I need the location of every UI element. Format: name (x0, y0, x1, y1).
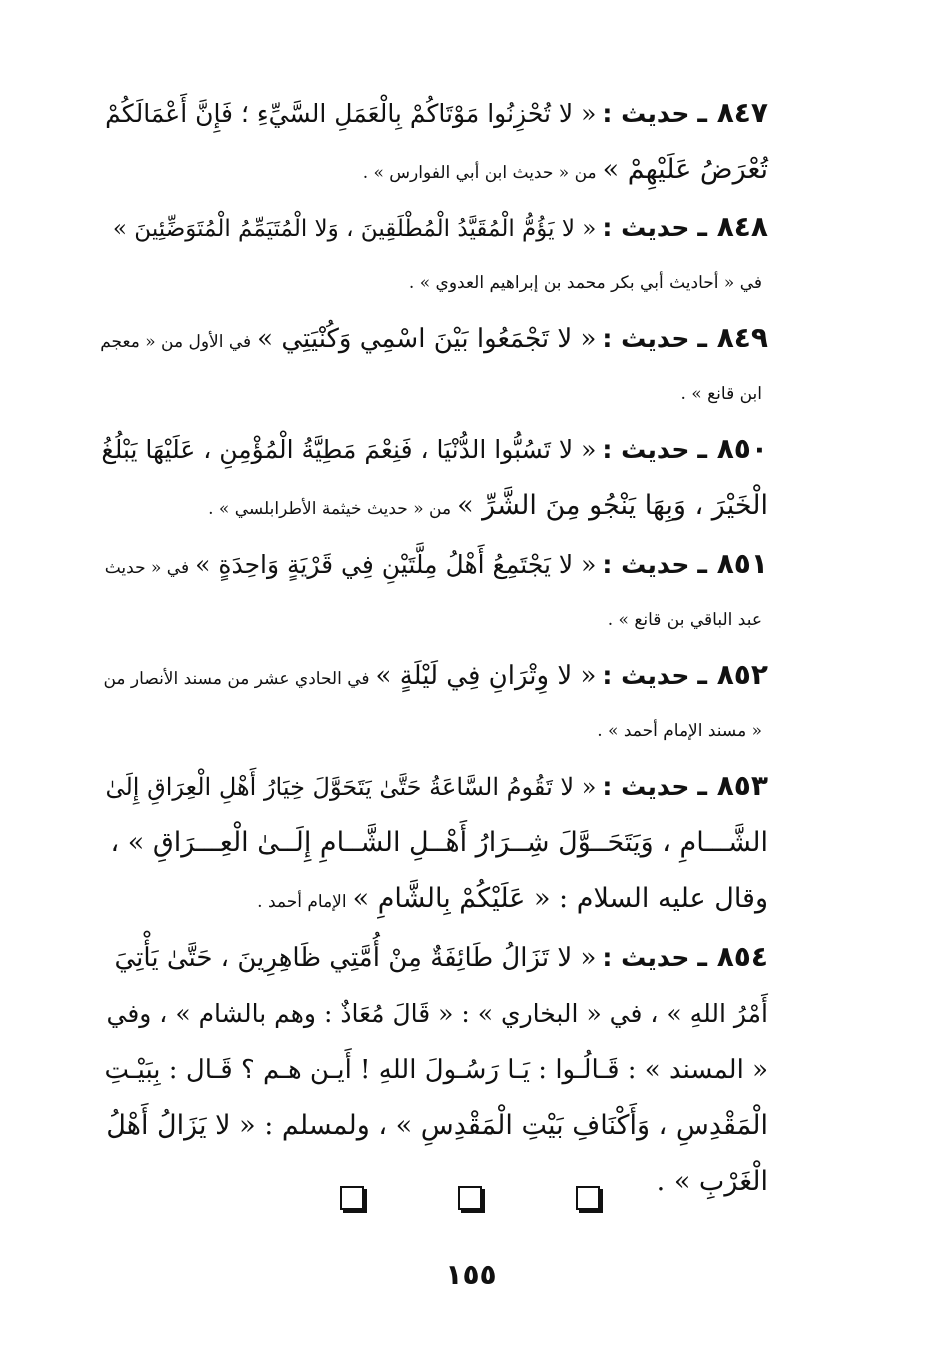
hadith-text: الْغَرْبِ » . (656, 1166, 768, 1197)
hadith-entry (100, 311, 768, 420)
entry-label: حديث : (602, 943, 690, 972)
hadith-text: « لا تَجْمَعُوا بَيْنَ اسْمِي وَكُنْيَتِي » (257, 324, 597, 354)
hadith-text: الشَّـــامِ ، وَيَتَحَــوَّلَ شِــرَارُ أَهْــلِ الشَّــامِ إِلَــىٰ الْعِـــرَاقِ » ، (110, 827, 768, 858)
entry-line (100, 594, 768, 646)
source-reference: في « أحاديث أبي بكر محمد بن إبراهيم العدوي » . (408, 273, 762, 293)
entry-line (100, 648, 768, 705)
entry-label: حديث : (602, 213, 690, 242)
hadith-entry (100, 648, 768, 757)
entry-line (100, 930, 768, 986)
hadith-entry (100, 86, 768, 199)
section-separator (340, 1186, 600, 1210)
entry-label: حديث : (602, 324, 690, 353)
square-ornament-icon (576, 1186, 600, 1210)
source-reference: « مسند الإمام أحمد » . (597, 721, 762, 741)
entry-line (100, 759, 768, 815)
entry-number: ٨٤٨ ـ (697, 210, 768, 243)
entry-line (100, 201, 768, 257)
entry-line (100, 1042, 768, 1098)
entry-line (100, 422, 768, 478)
square-ornament-icon (340, 1186, 364, 1210)
entry-number: ٨٥١ ـ (697, 547, 768, 580)
entry-label: حديث : (602, 772, 690, 801)
entry-number: ٨٥٢ ـ (697, 658, 768, 691)
entry-label: حديث : (602, 661, 690, 690)
hadith-text: « لا تَقُومُ السَّاعَةُ حَتَّىٰ يَتَحَوَّلَ خِيَارُ أَهْلِ الْعِرَاقِ إِلَىٰ (105, 773, 597, 801)
entry-line (100, 1098, 768, 1154)
source-reference: في الأول من « معجم (100, 332, 252, 352)
source-reference: في الحادي عشر من مسند الأنصار من (103, 669, 370, 689)
page-number: ١٥٥ (445, 1258, 497, 1291)
hadith-entry (100, 422, 768, 535)
entry-line (100, 815, 768, 871)
hadith-entry (100, 759, 768, 928)
hadith-text: « المسند » : قَـالُـوا : يَـا رَسُـولَ اللهِ ! أَيـن هـم ؟ قَـال : بِبَيْـتِ (104, 1055, 768, 1085)
entry-line (100, 257, 768, 309)
entry-line (100, 311, 768, 368)
entry-label: حديث : (602, 99, 690, 128)
hadith-text: أَمْرُ اللهِ » ، في « البخاري » : « قَالَ مُعَاذٌ : وهم بالشام » ، وفي (106, 999, 768, 1028)
hadith-text: « لا تَسُبُّوا الدُّنْيَا ، فَنِعْمَ مَطِيَّةُ الْمُؤْمِنِ ، عَلَيْهَا يَبْلُغُ (101, 435, 597, 464)
hadith-text: « لا تُحْزِنُوا مَوْتَاكُمْ بِالْعَمَلِ السَّيِّءِ ؛ فَإِنَّ أَعْمَالَكُمْ (105, 99, 597, 128)
entry-number: ٨٥٣ ـ (697, 769, 768, 802)
square-ornament-icon (458, 1186, 482, 1210)
entry-line (100, 142, 768, 199)
hadith-text: الْمَقْدِسِ ، وَأَكْنَافِ بَيْتِ الْمَقْدِسِ » ، ولمسلم : « لا يَزَالُ أَهْلُ (106, 1110, 768, 1141)
hadith-text: الْخَيْرَ ، وَبِهَا يَنْجُو مِنَ الشَّرِّ » (457, 490, 768, 521)
hadith-entry (100, 930, 768, 1210)
source-reference: عبد الباقي بن قانع » . (607, 610, 762, 630)
hadith-list (100, 86, 768, 1212)
entry-line (100, 86, 768, 142)
hadith-entry (100, 201, 768, 309)
entry-line (100, 478, 768, 535)
entry-line (100, 986, 768, 1042)
entry-number: ٨٤٩ ـ (697, 321, 768, 354)
entry-number: ٨٤٧ ـ (697, 96, 768, 129)
source-reference: ابن قانع » . (680, 384, 762, 404)
hadith-entry (100, 537, 768, 646)
hadith-text: « لا يَؤُمُّ الْمُقَيَّدُ الْمُطْلَقِينَ ، وَلا الْمُتَيَمِّمُ الْمُتَوَضِّئِينَ » (112, 216, 597, 242)
entry-label: حديث : (602, 435, 690, 464)
hadith-text: « لا تَزَالُ طَائِفَةٌ مِنْ أُمَّتِي ظَاهِرِينَ ، حَتَّىٰ يَأْتِيَ (114, 943, 597, 973)
entry-number: ٨٥٠ ـ (697, 432, 768, 465)
source-reference: من « حديث خيثمة الأطرابلسي » . (208, 499, 452, 519)
entry-label: حديث : (602, 550, 690, 579)
source-reference: في « حديث (104, 558, 190, 578)
entry-line (100, 537, 768, 594)
entry-line (100, 871, 768, 928)
entry-line (100, 368, 768, 420)
entry-line (100, 705, 768, 757)
source-reference: من « حديث ابن أبي الفوارس » . (362, 163, 597, 183)
hadith-text: وقال عليه السلام : « عَلَيْكُمْ بِالشَّامِ » (352, 883, 768, 914)
entry-number: ٨٥٤ ـ (697, 940, 768, 973)
source-reference: الإمام أحمد . (257, 892, 347, 912)
hadith-text: « لا وِتْرَانِ فِي لَيْلَةٍ » (375, 661, 597, 691)
hadith-text: تُعْرَضُ عَلَيْهِمْ » (602, 154, 768, 185)
hadith-text: « لا يَجْتَمِعُ أَهْلُ مِلَّتَيْنِ فِي قَرْيَةٍ وَاحِدَةٍ » (195, 550, 597, 579)
